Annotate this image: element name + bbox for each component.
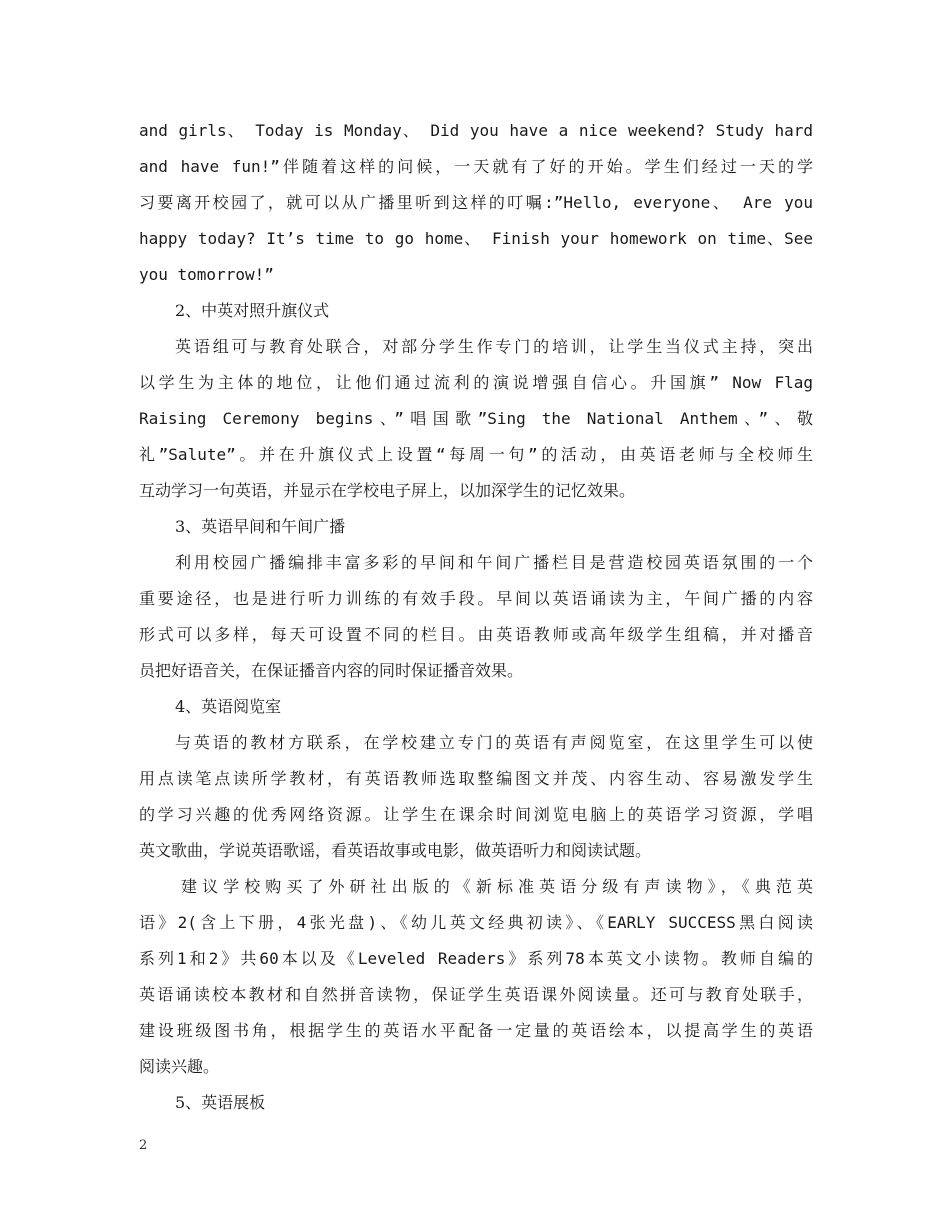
text-line: 英语诵读校本教材和自然拼音读物，保证学生英语课外阅读量。还可与教育处联手， — [139, 985, 813, 1004]
section-heading-4: 4、英语阅览室 — [175, 697, 282, 716]
page-number: 2 — [139, 1138, 148, 1153]
text-line: happy today? It’s time to go home、 Finish your homework on time、See — [139, 229, 813, 248]
text-line: 员把好语音关，在保证播音内容的同时保证播音效果。 — [139, 661, 524, 680]
text-line: 用点读笔点读所学教材，有英语教师选取整编图文并茂、内容生动、容易激发学生 — [139, 769, 813, 788]
section-heading-2: 2、中英对照升旗仪式 — [175, 301, 330, 320]
text-line: 与英语的教材方联系，在学校建立专门的英语有声阅览室，在这里学生可以使 — [175, 733, 813, 752]
text-line: 互动学习一句英语，并显示在学校电子屏上，以加深学生的记忆效果。 — [139, 481, 636, 500]
text-line: 系列1和2》共60本以及《Leveled Readers》系列78本英文小读物。教师自编的 — [139, 949, 813, 968]
section-heading-3: 3、英语早间和午间广播 — [175, 517, 346, 536]
text-line: 的学习兴趣的优秀网络资源。让学生在课余时间浏览电脑上的英语学习资源，学唱 — [139, 805, 813, 824]
text-line: 以学生为主体的地位，让他们通过流利的演说增强自信心。升国旗” Now Flag — [139, 373, 813, 392]
text-line: 阅读兴趣。 — [139, 1057, 220, 1076]
text-line: and girls、 Today is Monday、 Did you have a nice weekend? Study hard — [139, 121, 813, 140]
text-line: 礼”Salute”。并在升旗仪式上设置“每周一句”的活动，由英语老师与全校师生 — [139, 445, 813, 464]
text-line: 语》2(含上下册，4张光盘)、《幼儿英文经典初读》、《EARLY SUCCESS黑白阅读 — [139, 913, 813, 932]
text-line: 形式可以多样，每天可设置不同的栏目。由英语教师或高年级学生组稿，并对播音 — [139, 625, 813, 644]
text-line: 利用校园广播编排丰富多彩的早间和午间广播栏目是营造校园英语氛围的一个 — [175, 553, 813, 572]
text-line: 建设班级图书角，根据学生的英语水平配备一定量的英语绘本，以提高学生的英语 — [139, 1021, 813, 1040]
text-line: 习要离开校园了，就可以从广播里听到这样的叮嘱:”Hello, everyone、 Are you — [139, 193, 813, 212]
text-line: you tomorrow!” — [139, 265, 274, 284]
page-content — [139, 113, 813, 1121]
text-line: 英文歌曲，学说英语歌谣，看英语故事或电影，做英语听力和阅读试题。 — [139, 841, 652, 860]
text-line: Raising Ceremony begins、”唱国歌”Sing the National Anthem、”、敬 — [139, 409, 813, 428]
text-line: 重要途径，也是进行听力训练的有效手段。早间以英语诵读为主，午间广播的内容 — [139, 589, 813, 608]
section-heading-5: 5、英语展板 — [175, 1093, 266, 1112]
text-line: and have fun!”伴随着这样的问候，一天就有了好的开始。学生们经过一天的学 — [139, 157, 813, 176]
text-line: 建议学校购买了外研社出版的《新标准英语分级有声读物》，《典范英 — [181, 877, 813, 896]
text-line: 英语组可与教育处联合，对部分学生作专门的培训，让学生当仪式主持，突出 — [175, 337, 813, 356]
